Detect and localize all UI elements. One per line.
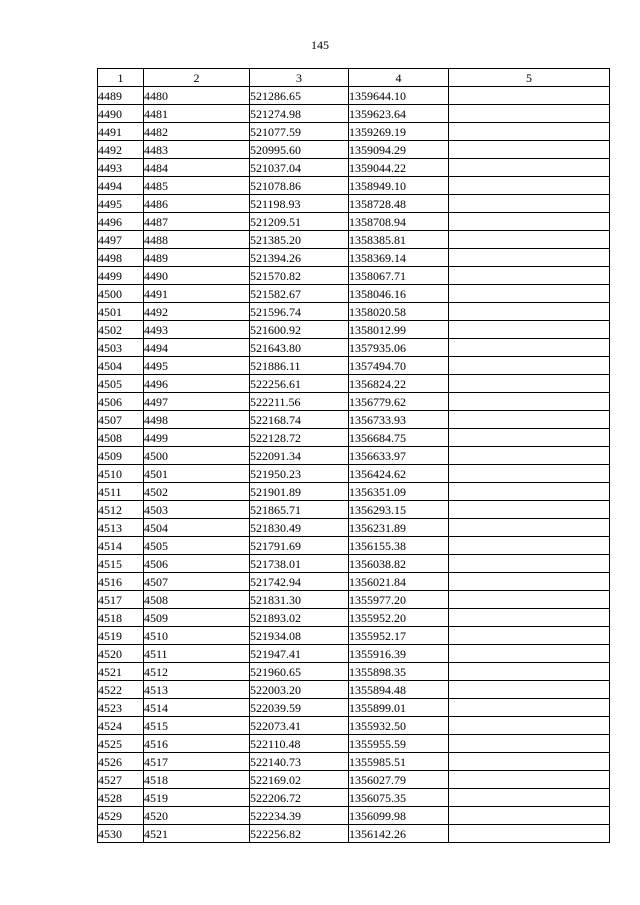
table-cell: 1355952.20 [349,609,449,627]
table-cell: 521037.04 [250,159,349,177]
table-cell: 4510 [144,627,250,645]
table-row [98,789,610,807]
table-cell: 522110.48 [250,735,349,753]
table-cell: 521198.93 [250,195,349,213]
table-cell: 4520 [98,645,144,663]
table-cell [449,663,610,681]
column-header: 2 [144,69,250,87]
table-cell: 4530 [98,825,144,843]
table-cell: 4493 [98,159,144,177]
table-cell: 521600.92 [250,321,349,339]
table-row [98,177,610,195]
table-cell: 521286.65 [250,87,349,105]
table-cell [449,591,610,609]
table-row [98,663,610,681]
column-header: 4 [349,69,449,87]
table-row [98,591,610,609]
table-cell: 1356099.98 [349,807,449,825]
table-cell [449,411,610,429]
table-cell [449,213,610,231]
table-cell: 522073.41 [250,717,349,735]
table-row [98,375,610,393]
table-cell: 4498 [98,249,144,267]
table-cell: 1355955.59 [349,735,449,753]
table-cell [449,609,610,627]
table-cell: 522140.73 [250,753,349,771]
table-cell: 4496 [144,375,250,393]
table-cell: 4513 [98,519,144,537]
table-cell [449,285,610,303]
table-row [98,717,610,735]
table-cell: 4504 [144,519,250,537]
table-cell [449,231,610,249]
table-row [98,681,610,699]
table-cell: 1356424.62 [349,465,449,483]
table-cell: 4519 [144,789,250,807]
table-cell [449,177,610,195]
table-cell: 4487 [144,213,250,231]
table-row [98,771,610,789]
table-cell: 4492 [98,141,144,159]
table-cell: 1355899.01 [349,699,449,717]
table-cell: 1359044.22 [349,159,449,177]
table-row [98,141,610,159]
table-cell: 4499 [98,267,144,285]
table-cell: 4495 [144,357,250,375]
table-cell: 522234.39 [250,807,349,825]
table-cell: 4503 [98,339,144,357]
table-cell: 1356351.09 [349,483,449,501]
table-cell: 522039.59 [250,699,349,717]
table-cell: 4508 [144,591,250,609]
table-cell: 522211.56 [250,393,349,411]
table-row [98,393,610,411]
table-cell: 4524 [98,717,144,735]
table-cell: 1358067.71 [349,267,449,285]
table-row [98,123,610,141]
table-cell: 4513 [144,681,250,699]
table-cell: 4509 [98,447,144,465]
table-cell [449,249,610,267]
table-cell [449,645,610,663]
table-row [98,645,610,663]
table-cell: 4527 [98,771,144,789]
table-cell [449,123,610,141]
table-cell [449,807,610,825]
table-row [98,483,610,501]
table-cell: 4525 [98,735,144,753]
table-row [98,411,610,429]
table-cell: 1356155.38 [349,537,449,555]
table-cell: 521385.20 [250,231,349,249]
table-cell [449,159,610,177]
table-cell [449,375,610,393]
table-cell: 1357935.06 [349,339,449,357]
table-row [98,627,610,645]
table-cell: 4523 [98,699,144,717]
table-cell: 4491 [98,123,144,141]
table-cell: 4508 [98,429,144,447]
table-cell: 4507 [98,411,144,429]
table-cell: 1355952.17 [349,627,449,645]
table-cell: 4485 [144,177,250,195]
table-cell [449,393,610,411]
table-cell: 521830.49 [250,519,349,537]
table-cell: 1356633.97 [349,447,449,465]
table-row [98,303,610,321]
table-cell: 520995.60 [250,141,349,159]
table-row [98,105,610,123]
table-cell: 4505 [98,375,144,393]
table-cell: 521901.89 [250,483,349,501]
table-cell [449,825,610,843]
table-cell: 1358020.58 [349,303,449,321]
table-row [98,735,610,753]
table-cell: 521960.65 [250,663,349,681]
table-cell: 4521 [98,663,144,681]
table-cell: 4495 [98,195,144,213]
table-cell: 1358385.81 [349,231,449,249]
table-cell: 4500 [98,285,144,303]
table-cell: 1355985.51 [349,753,449,771]
table-cell: 522128.72 [250,429,349,447]
table-cell: 521582.67 [250,285,349,303]
table-cell: 4514 [144,699,250,717]
table-cell: 1355932.50 [349,717,449,735]
table-cell: 4499 [144,429,250,447]
table-row [98,807,610,825]
table-row [98,231,610,249]
table-row [98,753,610,771]
table-cell: 4490 [144,267,250,285]
table-cell: 521077.59 [250,123,349,141]
table-cell: 4515 [144,717,250,735]
table-cell: 4480 [144,87,250,105]
table-row [98,357,610,375]
table-row [98,699,610,717]
table-cell: 4526 [98,753,144,771]
table-cell [449,483,610,501]
table-cell: 1356075.35 [349,789,449,807]
table-cell: 4514 [98,537,144,555]
table-cell [449,573,610,591]
coordinates-table [97,68,610,843]
table-cell: 4482 [144,123,250,141]
table-cell: 4518 [98,609,144,627]
table-cell: 4507 [144,573,250,591]
table-cell: 4484 [144,159,250,177]
table-cell [449,537,610,555]
table-cell: 521893.02 [250,609,349,627]
table-cell: 1356824.22 [349,375,449,393]
table-cell: 1355977.20 [349,591,449,609]
table-cell: 1359644.10 [349,87,449,105]
table-cell: 4528 [98,789,144,807]
table-cell [449,465,610,483]
table-cell: 4493 [144,321,250,339]
table-cell: 522091.34 [250,447,349,465]
table-cell: 4494 [98,177,144,195]
table-row [98,519,610,537]
table-cell: 522168.74 [250,411,349,429]
table-row [98,213,610,231]
table-cell: 1358046.16 [349,285,449,303]
table-cell: 522256.82 [250,825,349,843]
table-cell: 521394.26 [250,249,349,267]
table-cell: 4489 [144,249,250,267]
table-cell: 1356021.84 [349,573,449,591]
table-cell: 521831.30 [250,591,349,609]
table-cell: 1358728.48 [349,195,449,213]
table-row [98,159,610,177]
table-cell [449,303,610,321]
table-cell [449,555,610,573]
table-cell: 4509 [144,609,250,627]
page-number: 145 [311,38,329,52]
table-cell: 4486 [144,195,250,213]
table-cell: 4516 [98,573,144,591]
table-cell: 521596.74 [250,303,349,321]
table-body [98,87,610,843]
table-cell: 1358012.99 [349,321,449,339]
table-cell: 1356142.26 [349,825,449,843]
table-cell: 1355898.35 [349,663,449,681]
table-cell: 521791.69 [250,537,349,555]
table-row [98,447,610,465]
table-cell: 4522 [98,681,144,699]
table-cell: 521738.01 [250,555,349,573]
table-cell [449,501,610,519]
table-cell: 4506 [144,555,250,573]
table-cell: 4505 [144,537,250,555]
table-cell [449,339,610,357]
table-row [98,195,610,213]
table-cell: 4515 [98,555,144,573]
table-cell: 1356684.75 [349,429,449,447]
table-row [98,267,610,285]
table-row [98,537,610,555]
table-cell: 522169.02 [250,771,349,789]
table-cell [449,735,610,753]
table-header [98,69,610,87]
table-cell: 1356733.93 [349,411,449,429]
table-cell: 4506 [98,393,144,411]
table-cell: 1355894.48 [349,681,449,699]
table-cell [449,789,610,807]
table-cell: 1355916.39 [349,645,449,663]
table-cell [449,519,610,537]
table-cell [449,429,610,447]
table-cell: 4501 [144,465,250,483]
table-cell: 4483 [144,141,250,159]
table-cell: 521209.51 [250,213,349,231]
table-cell [449,141,610,159]
table-cell [449,717,610,735]
table-cell: 521570.82 [250,267,349,285]
table-cell [449,357,610,375]
table-cell: 4519 [98,627,144,645]
table-row [98,465,610,483]
table-cell: 4490 [98,105,144,123]
table-cell: 1357494.70 [349,357,449,375]
table-cell [449,87,610,105]
table-cell: 1358708.94 [349,213,449,231]
column-header: 5 [449,69,610,87]
table-row [98,555,610,573]
table-cell: 1356027.79 [349,771,449,789]
table-cell: 4497 [144,393,250,411]
table-cell: 1359623.64 [349,105,449,123]
table-cell: 4512 [144,663,250,681]
table-cell: 4504 [98,357,144,375]
table-cell: 1356779.62 [349,393,449,411]
column-header: 1 [98,69,144,87]
table-cell: 4520 [144,807,250,825]
column-header: 3 [250,69,349,87]
table-cell: 521274.98 [250,105,349,123]
table-cell: 521950.23 [250,465,349,483]
table-cell: 4511 [144,645,250,663]
table-cell [449,105,610,123]
table-row [98,573,610,591]
table-cell: 4518 [144,771,250,789]
table-cell: 4492 [144,303,250,321]
table-cell: 4521 [144,825,250,843]
table-cell: 4491 [144,285,250,303]
table-cell [449,681,610,699]
table-cell: 4488 [144,231,250,249]
table-cell: 4481 [144,105,250,123]
table-row [98,87,610,105]
table-row [98,609,610,627]
table-row [98,249,610,267]
table-cell: 4496 [98,213,144,231]
table-cell: 1359269.19 [349,123,449,141]
table-cell: 1356293.15 [349,501,449,519]
table-cell: 4529 [98,807,144,825]
table-cell: 4502 [98,321,144,339]
table-row [98,285,610,303]
table-cell [449,753,610,771]
table-cell: 521934.08 [250,627,349,645]
table-cell: 1356038.82 [349,555,449,573]
table-row [98,321,610,339]
table-cell: 521947.41 [250,645,349,663]
table-cell [449,321,610,339]
table-cell: 4498 [144,411,250,429]
table-cell: 521078.86 [250,177,349,195]
table-cell: 521643.80 [250,339,349,357]
table-cell: 1359094.29 [349,141,449,159]
table-cell [449,771,610,789]
table-cell [449,447,610,465]
table-row [98,825,610,843]
table-cell: 1356231.89 [349,519,449,537]
table-cell: 4501 [98,303,144,321]
table-cell: 1358949.10 [349,177,449,195]
table-row [98,429,610,447]
table-cell [449,627,610,645]
table-cell: 522003.20 [250,681,349,699]
table-cell [449,267,610,285]
table-cell [449,195,610,213]
table-cell: 4500 [144,447,250,465]
table-cell: 522256.61 [250,375,349,393]
table-cell: 4516 [144,735,250,753]
table-cell: 521742.94 [250,573,349,591]
table-cell: 521886.11 [250,357,349,375]
table-cell: 4502 [144,483,250,501]
table-cell: 4503 [144,501,250,519]
table-cell: 4512 [98,501,144,519]
table-cell: 4497 [98,231,144,249]
table-cell: 521865.71 [250,501,349,519]
table-row [98,501,610,519]
table-cell: 4517 [144,753,250,771]
table-row [98,339,610,357]
table-cell: 4517 [98,591,144,609]
table-cell: 4494 [144,339,250,357]
table-cell [449,699,610,717]
table-cell: 522206.72 [250,789,349,807]
table-cell: 4511 [98,483,144,501]
table-cell: 1358369.14 [349,249,449,267]
table-cell: 4510 [98,465,144,483]
header-row [98,69,610,87]
table-cell: 4489 [98,87,144,105]
